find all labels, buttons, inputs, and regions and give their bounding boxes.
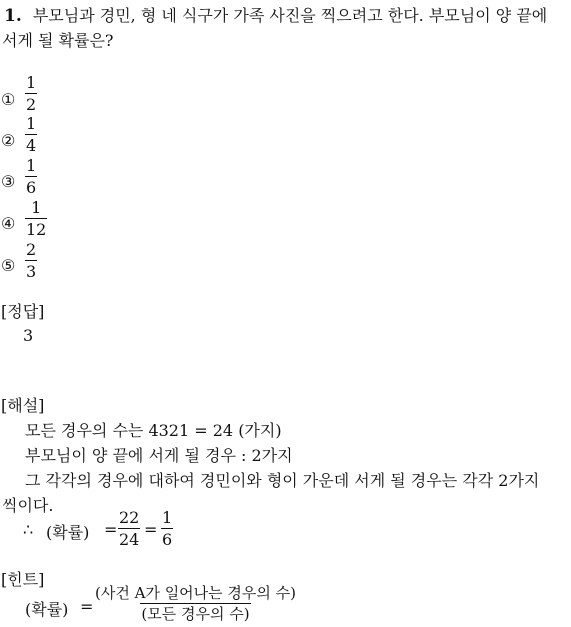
question-block (4, 3, 547, 26)
hint-fraction (94, 586, 297, 622)
answer-value: 3 (23, 326, 34, 345)
explanation-fraction-1-numerator: 22 (119, 508, 140, 527)
answer-heading: [정답] (1, 302, 45, 321)
option-1-numerator: 1 (26, 73, 37, 92)
explanation-fraction-1-denominator: 24 (119, 530, 140, 549)
option-2-marker[interactable]: ② (1, 131, 16, 150)
option-3-fraction[interactable] (25, 158, 37, 196)
question-text-line2: 서게 될 확률은? (2, 31, 114, 50)
option-1-fraction[interactable] (25, 75, 37, 113)
option-2-fraction[interactable] (25, 116, 37, 154)
option-5-denominator: 3 (26, 262, 37, 281)
question-text-line1: 부모님과 경민, 형 네 식구가 가족 사진을 찍으려고 한다. 부모님이 양 끝에 (32, 6, 548, 25)
option-3-denominator: 6 (26, 178, 37, 197)
hint-equals: = (80, 597, 94, 616)
explanation-line4: 씩이다. (2, 496, 54, 515)
hint-heading: [힌트] (1, 570, 45, 589)
option-3-marker[interactable]: ③ (1, 172, 16, 191)
hint-prob-label: (확률) (25, 600, 69, 619)
option-2-numerator: 1 (26, 114, 37, 133)
explanation-fraction-1 (118, 510, 140, 548)
option-4-denominator: 12 (26, 220, 47, 239)
explanation-equals-1: = (104, 520, 118, 539)
explanation-heading: [해설] (1, 396, 45, 415)
option-4-fraction[interactable] (25, 200, 47, 238)
option-5-marker[interactable]: ⑤ (1, 256, 16, 275)
hint-fraction-denominator: (모든 경우의 수) (141, 605, 250, 623)
explanation-fraction-2 (161, 510, 173, 548)
option-4-marker[interactable]: ④ (1, 214, 16, 233)
hint-fraction-numerator: (사건 A가 일어나는 경우의 수) (95, 584, 296, 602)
explanation-line2: 부모님이 양 끝에 서게 될 경우 : 2가지 (25, 446, 293, 465)
explanation-line3: 그 각각의 경우에 대하여 경민이와 형이 가운데 서게 될 경우는 각각 2가지 (25, 471, 540, 490)
option-3-numerator: 1 (26, 156, 37, 175)
option-2-denominator: 4 (26, 136, 37, 155)
option-1-marker[interactable]: ① (1, 90, 16, 109)
explanation-fraction-2-numerator: 1 (162, 508, 173, 527)
option-1-denominator: 2 (26, 95, 37, 114)
explanation-fraction-2-denominator: 6 (162, 530, 173, 549)
option-5-numerator: 2 (26, 240, 37, 259)
explanation-prob-label: (확률) (46, 523, 90, 542)
explanation-line1: 모든 경우의 수는 4321 = 24 (가지) (25, 421, 282, 440)
question-number: 1. (4, 6, 22, 26)
option-5-fraction[interactable] (25, 242, 37, 280)
explanation-equals-2: = (144, 520, 158, 539)
therefore-symbol: ∴ (23, 520, 34, 539)
option-4-numerator: 1 (31, 198, 42, 217)
